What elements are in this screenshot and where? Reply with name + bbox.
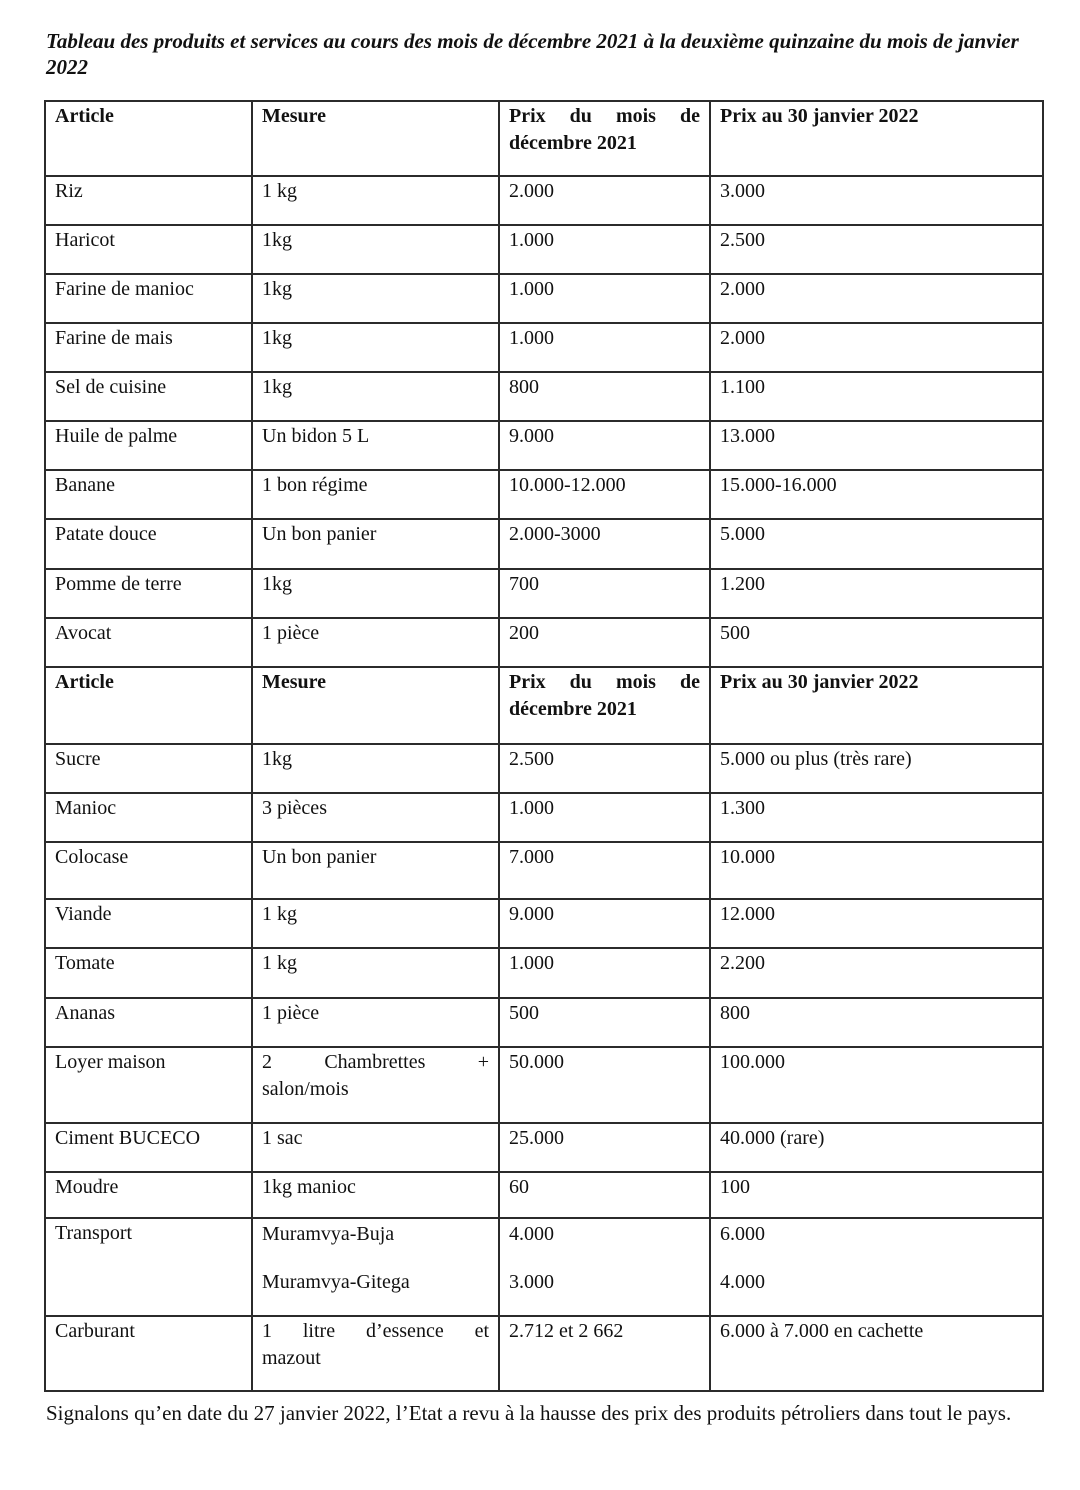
cell-prix-decembre: 7.000 [499, 842, 710, 899]
header-prix-janvier: Prix au 30 janvier 2022 [710, 667, 1043, 744]
table-row [45, 274, 1043, 323]
cell-article: Pomme de terre [45, 569, 252, 618]
table-header-row-repeat [45, 667, 1043, 744]
table-row-moudre [45, 1172, 1043, 1218]
cell-prix-decembre [499, 1218, 710, 1316]
cell-article: Patate douce [45, 519, 252, 569]
cell-prix-decembre: 500 [499, 998, 710, 1047]
header-mesure: Mesure [252, 101, 499, 176]
table-row [45, 176, 1043, 225]
cell-article: Ananas [45, 998, 252, 1047]
transport-price: 4.000 [509, 1223, 554, 1245]
cell-article: Loyer maison [45, 1047, 252, 1123]
cell-prix-janvier [710, 1218, 1043, 1316]
transport-route: Muramvya-Gitega [262, 1271, 410, 1293]
cell-article: Carburant [45, 1316, 252, 1391]
cell-prix-janvier: 2.000 [710, 274, 1043, 323]
cell-mesure: 1 litre d’essence et mazout [252, 1316, 499, 1391]
cell-prix-decembre: 60 [499, 1172, 710, 1218]
header-article: Article [45, 101, 252, 176]
cell-prix-janvier: 100.000 [710, 1047, 1043, 1123]
cell-mesure: 1 bon régime [252, 470, 499, 519]
cell-prix-janvier: 100 [710, 1172, 1043, 1218]
cell-mesure: 1 pièce [252, 618, 499, 667]
cell-prix-decembre: 200 [499, 618, 710, 667]
cell-mesure: Un bon panier [252, 842, 499, 899]
cell-prix-janvier: 500 [710, 618, 1043, 667]
cell-mesure: 1 sac [252, 1123, 499, 1172]
cell-prix-decembre: 2.500 [499, 744, 710, 793]
cell-article: Viande [45, 899, 252, 948]
table-row [45, 899, 1043, 948]
cell-mesure: 1 pièce [252, 998, 499, 1047]
table-row [45, 225, 1043, 274]
cell-prix-janvier: 12.000 [710, 899, 1043, 948]
document-title: Tableau des produits et services au cours des mois de décembre 2021 à la deuxième quinzaine du mois de janvier 2022 [46, 29, 1019, 79]
cell-mesure: Un bidon 5 L [252, 421, 499, 470]
cell-mesure: 3 pièces [252, 793, 499, 842]
cell-article: Manioc [45, 793, 252, 842]
cell-article: Riz [45, 176, 252, 225]
cell-article: Sel de cuisine [45, 372, 252, 421]
cell-mesure: 1kg [252, 372, 499, 421]
transport-price: 3.000 [509, 1271, 554, 1293]
cell-mesure: 1 kg [252, 176, 499, 225]
cell-mesure: 1kg [252, 225, 499, 274]
table-row [45, 470, 1043, 519]
cell-prix-decembre: 1.000 [499, 948, 710, 998]
cell-prix-janvier: 15.000-16.000 [710, 470, 1043, 519]
cell-prix-janvier: 5.000 ou plus (très rare) [710, 744, 1043, 793]
footer-note: Signalons qu’en date du 27 janvier 2022, l’Etat a revu à la hausse des prix des produits pétroliers dans tout le pays. [46, 1401, 1012, 1425]
cell-article: Avocat [45, 618, 252, 667]
cell-prix-decembre: 800 [499, 372, 710, 421]
cell-prix-janvier: 10.000 [710, 842, 1043, 899]
table-row [45, 998, 1043, 1047]
cell-prix-janvier: 1.100 [710, 372, 1043, 421]
price-table [44, 100, 1044, 1392]
header-prix-decembre: Prix du mois de décembre 2021 [499, 667, 710, 744]
table-header-row [45, 101, 1043, 176]
cell-article: Farine de mais [45, 323, 252, 372]
cell-article: Transport [45, 1218, 252, 1316]
cell-prix-decembre: 50.000 [499, 1047, 710, 1123]
cell-prix-decembre: 2.000 [499, 176, 710, 225]
cell-prix-janvier: 1.200 [710, 569, 1043, 618]
table-row [45, 323, 1043, 372]
cell-article: Haricot [45, 225, 252, 274]
table-row [45, 744, 1043, 793]
cell-mesure: 1 kg [252, 948, 499, 998]
cell-mesure: 1kg manioc [252, 1172, 499, 1218]
header-prix-decembre: Prix du mois de décembre 2021 [499, 101, 710, 176]
cell-prix-decembre: 2.712 et 2 662 [499, 1316, 710, 1391]
table-row-loyer [45, 1047, 1043, 1123]
cell-prix-decembre: 25.000 [499, 1123, 710, 1172]
header-article: Article [45, 667, 252, 744]
table-row [45, 618, 1043, 667]
table-row [45, 421, 1043, 470]
cell-mesure: 2 Chambrettes + salon/mois [252, 1047, 499, 1123]
cell-prix-janvier: 800 [710, 998, 1043, 1047]
cell-prix-janvier: 1.300 [710, 793, 1043, 842]
cell-article: Tomate [45, 948, 252, 998]
table-row-transport [45, 1218, 1043, 1316]
table-row [45, 842, 1043, 899]
table-row-carburant [45, 1316, 1043, 1391]
transport-price: 6.000 [720, 1223, 765, 1245]
table-row [45, 948, 1043, 998]
table-row [45, 372, 1043, 421]
cell-mesure: Un bon panier [252, 519, 499, 569]
cell-prix-janvier: 40.000 (rare) [710, 1123, 1043, 1172]
cell-prix-decembre: 1.000 [499, 225, 710, 274]
cell-mesure: 1kg [252, 744, 499, 793]
cell-prix-decembre: 1.000 [499, 323, 710, 372]
cell-article: Colocase [45, 842, 252, 899]
cell-mesure: 1kg [252, 274, 499, 323]
cell-mesure: 1kg [252, 323, 499, 372]
cell-prix-decembre: 1.000 [499, 793, 710, 842]
cell-article: Banane [45, 470, 252, 519]
cell-prix-janvier: 2.000 [710, 323, 1043, 372]
cell-prix-decembre: 9.000 [499, 899, 710, 948]
transport-price: 4.000 [720, 1271, 765, 1293]
cell-article: Moudre [45, 1172, 252, 1218]
header-mesure: Mesure [252, 667, 499, 744]
table-row-ciment [45, 1123, 1043, 1172]
cell-prix-janvier: 13.000 [710, 421, 1043, 470]
cell-prix-decembre: 9.000 [499, 421, 710, 470]
cell-prix-janvier: 2.200 [710, 948, 1043, 998]
transport-route: Muramvya-Buja [262, 1223, 395, 1245]
cell-prix-janvier: 2.500 [710, 225, 1043, 274]
cell-mesure: 1kg [252, 569, 499, 618]
cell-article: Huile de palme [45, 421, 252, 470]
table-row [45, 519, 1043, 569]
cell-mesure [252, 1218, 499, 1316]
cell-prix-decembre: 10.000-12.000 [499, 470, 710, 519]
cell-article: Ciment BUCECO [45, 1123, 252, 1172]
cell-mesure: 1 kg [252, 899, 499, 948]
table-row [45, 793, 1043, 842]
cell-prix-janvier: 5.000 [710, 519, 1043, 569]
cell-article: Farine de manioc [45, 274, 252, 323]
cell-article: Sucre [45, 744, 252, 793]
cell-prix-decembre: 1.000 [499, 274, 710, 323]
table-row [45, 569, 1043, 618]
header-prix-janvier: Prix au 30 janvier 2022 [710, 101, 1043, 176]
cell-prix-decembre: 2.000-3000 [499, 519, 710, 569]
cell-prix-decembre: 700 [499, 569, 710, 618]
cell-prix-janvier: 6.000 à 7.000 en cachette [710, 1316, 1043, 1391]
cell-prix-janvier: 3.000 [710, 176, 1043, 225]
